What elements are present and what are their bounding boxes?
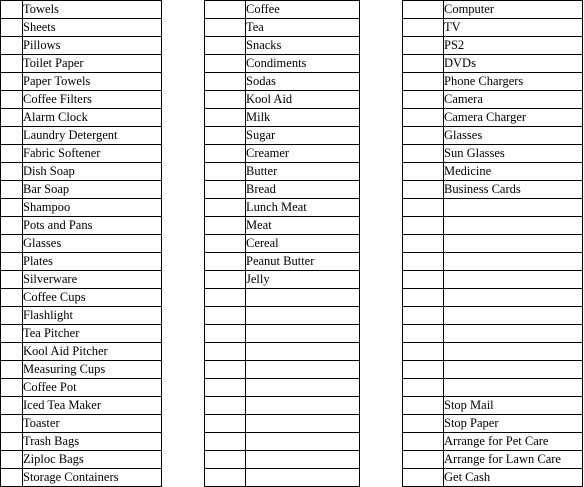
checklist-row xyxy=(1,289,162,307)
item-label: Medicine xyxy=(444,163,583,181)
item-label: DVDs xyxy=(444,55,583,73)
checklist-row xyxy=(205,397,360,415)
item-label: Tea Pitcher xyxy=(23,325,162,343)
checklist-row xyxy=(205,109,360,127)
checkbox-cell[interactable] xyxy=(205,145,246,163)
checklist-row xyxy=(1,37,162,55)
checklist-row xyxy=(1,325,162,343)
checklist-row xyxy=(205,37,360,55)
item-label: PS2 xyxy=(444,37,583,55)
checklist-row xyxy=(1,217,162,235)
item-label: Bar Soap xyxy=(23,181,162,199)
checkbox-cell[interactable] xyxy=(403,451,444,469)
checklist-row xyxy=(403,109,583,127)
checklist-row xyxy=(403,181,583,199)
checklist-row xyxy=(403,91,583,109)
checklist-row xyxy=(205,91,360,109)
checkbox-cell[interactable] xyxy=(205,55,246,73)
checkbox-cell[interactable] xyxy=(205,397,246,415)
checkbox-cell[interactable] xyxy=(1,289,23,307)
checkbox-cell[interactable] xyxy=(403,19,444,37)
checklist-row xyxy=(403,361,583,379)
item-label xyxy=(444,271,583,289)
item-label xyxy=(246,433,360,451)
checklist-row xyxy=(1,1,162,19)
item-label xyxy=(246,469,360,487)
checkbox-cell[interactable] xyxy=(403,73,444,91)
checkbox-cell[interactable] xyxy=(205,343,246,361)
checklist-row xyxy=(403,37,583,55)
checkbox-cell[interactable] xyxy=(1,91,23,109)
checkbox-cell[interactable] xyxy=(403,289,444,307)
checkbox-cell[interactable] xyxy=(1,469,23,487)
checkbox-cell[interactable] xyxy=(1,55,23,73)
checklist-row xyxy=(403,19,583,37)
checkbox-cell[interactable] xyxy=(1,1,23,19)
checklist-row xyxy=(1,91,162,109)
item-label: Lunch Meat xyxy=(246,199,360,217)
checkbox-cell[interactable] xyxy=(205,217,246,235)
checkbox-cell[interactable] xyxy=(403,199,444,217)
checkbox-cell[interactable] xyxy=(403,37,444,55)
item-label: Coffee Cups xyxy=(23,289,162,307)
checkbox-cell[interactable] xyxy=(205,415,246,433)
checkbox-cell[interactable] xyxy=(205,37,246,55)
item-label xyxy=(246,343,360,361)
item-label: Snacks xyxy=(246,37,360,55)
checkbox-cell[interactable] xyxy=(403,379,444,397)
item-label xyxy=(444,217,583,235)
checkbox-cell[interactable] xyxy=(205,73,246,91)
checkbox-cell[interactable] xyxy=(403,307,444,325)
checklist-row xyxy=(403,307,583,325)
checkbox-cell[interactable] xyxy=(205,433,246,451)
checklist-row xyxy=(205,163,360,181)
checkbox-cell[interactable] xyxy=(205,235,246,253)
item-label: Paper Towels xyxy=(23,73,162,91)
item-label: Toilet Paper xyxy=(23,55,162,73)
checklist-row xyxy=(205,379,360,397)
item-label: Milk xyxy=(246,109,360,127)
checklist-row xyxy=(403,469,583,487)
checklist-row xyxy=(205,55,360,73)
checkbox-cell[interactable] xyxy=(205,469,246,487)
checkbox-cell[interactable] xyxy=(1,433,23,451)
checkbox-cell[interactable] xyxy=(205,307,246,325)
checkbox-cell[interactable] xyxy=(205,1,246,19)
item-label: Business Cards xyxy=(444,181,583,199)
item-label xyxy=(444,235,583,253)
item-label: Stop Mail xyxy=(444,397,583,415)
item-label: Pots and Pans xyxy=(23,217,162,235)
checklist-row xyxy=(1,253,162,271)
checkbox-cell[interactable] xyxy=(403,55,444,73)
item-label: Condiments xyxy=(246,55,360,73)
checklist-row xyxy=(1,109,162,127)
checkbox-cell[interactable] xyxy=(1,397,23,415)
checkbox-cell[interactable] xyxy=(205,451,246,469)
checkbox-cell[interactable] xyxy=(403,469,444,487)
item-label: Fabric Softener xyxy=(23,145,162,163)
checklist-row xyxy=(205,325,360,343)
checkbox-cell[interactable] xyxy=(403,109,444,127)
item-label xyxy=(246,415,360,433)
checkbox-cell[interactable] xyxy=(205,361,246,379)
checklist-row xyxy=(1,397,162,415)
checklist-row xyxy=(1,55,162,73)
item-label: Coffee Pot xyxy=(23,379,162,397)
checkbox-cell[interactable] xyxy=(205,289,246,307)
checklist-row xyxy=(205,415,360,433)
item-label xyxy=(444,343,583,361)
item-label xyxy=(246,379,360,397)
item-label xyxy=(444,361,583,379)
checkbox-cell[interactable] xyxy=(403,1,444,19)
checklist-row xyxy=(403,397,583,415)
checkbox-cell[interactable] xyxy=(1,361,23,379)
checklist-row xyxy=(1,19,162,37)
item-label: Computer xyxy=(444,1,583,19)
checklist-row xyxy=(1,73,162,91)
checkbox-cell[interactable] xyxy=(403,127,444,145)
checkbox-cell[interactable] xyxy=(205,163,246,181)
checkbox-cell[interactable] xyxy=(1,451,23,469)
item-label: Jelly xyxy=(246,271,360,289)
checklist-row xyxy=(205,433,360,451)
checklist-row xyxy=(1,145,162,163)
checklist-row xyxy=(205,217,360,235)
checklist-row xyxy=(205,289,360,307)
item-label: Kool Aid Pitcher xyxy=(23,343,162,361)
item-label: Towels xyxy=(23,1,162,19)
checklist-row xyxy=(403,433,583,451)
checklist-row xyxy=(403,235,583,253)
item-label: Camera xyxy=(444,91,583,109)
checkbox-cell[interactable] xyxy=(403,271,444,289)
item-label: Toaster xyxy=(23,415,162,433)
checkbox-cell[interactable] xyxy=(1,73,23,91)
checkbox-cell[interactable] xyxy=(1,163,23,181)
checklist-row xyxy=(205,19,360,37)
checkbox-cell[interactable] xyxy=(1,379,23,397)
item-label: Bread xyxy=(246,181,360,199)
checkbox-cell[interactable] xyxy=(1,127,23,145)
checkbox-cell[interactable] xyxy=(1,343,23,361)
item-label: Measuring Cups xyxy=(23,361,162,379)
checklist-row xyxy=(403,451,583,469)
checklist-row xyxy=(205,73,360,91)
item-label xyxy=(246,289,360,307)
checklist-column-1 xyxy=(0,0,162,487)
item-label: Storage Containers xyxy=(23,469,162,487)
item-label xyxy=(444,199,583,217)
item-label xyxy=(444,289,583,307)
checklist-row xyxy=(403,289,583,307)
item-label: Trash Bags xyxy=(23,433,162,451)
item-label: Silverware xyxy=(23,271,162,289)
item-label: Stop Paper xyxy=(444,415,583,433)
item-label: Phone Chargers xyxy=(444,73,583,91)
checklist-row xyxy=(403,55,583,73)
checkbox-cell[interactable] xyxy=(403,91,444,109)
item-label: Glasses xyxy=(23,235,162,253)
checkbox-cell[interactable] xyxy=(205,325,246,343)
checkbox-cell[interactable] xyxy=(1,253,23,271)
item-label: Sugar xyxy=(246,127,360,145)
item-label: Sodas xyxy=(246,73,360,91)
item-label xyxy=(246,361,360,379)
checklist-row xyxy=(205,253,360,271)
checklist-column-2 xyxy=(204,0,360,487)
checkbox-cell[interactable] xyxy=(1,109,23,127)
item-label: Kool Aid xyxy=(246,91,360,109)
checklist-row xyxy=(205,271,360,289)
checklist-row xyxy=(403,199,583,217)
item-label: Cereal xyxy=(246,235,360,253)
checkbox-cell[interactable] xyxy=(403,253,444,271)
checkbox-cell[interactable] xyxy=(205,91,246,109)
checklist-row xyxy=(205,145,360,163)
item-label: Arrange for Lawn Care xyxy=(444,451,583,469)
checklist-row xyxy=(1,451,162,469)
item-label: Coffee xyxy=(246,1,360,19)
checkbox-cell[interactable] xyxy=(1,415,23,433)
checklist-row xyxy=(1,163,162,181)
checklist-row xyxy=(1,343,162,361)
item-label xyxy=(444,253,583,271)
checkbox-cell[interactable] xyxy=(1,181,23,199)
checkbox-cell[interactable] xyxy=(403,163,444,181)
checklist-row xyxy=(1,181,162,199)
checklist-row xyxy=(403,271,583,289)
checklist-row xyxy=(1,361,162,379)
checkbox-cell[interactable] xyxy=(1,145,23,163)
item-label xyxy=(246,451,360,469)
checklist-row xyxy=(205,235,360,253)
item-label: Get Cash xyxy=(444,469,583,487)
checkbox-cell[interactable] xyxy=(205,271,246,289)
item-label: Plates xyxy=(23,253,162,271)
checklist-row xyxy=(205,307,360,325)
checklist-row xyxy=(403,217,583,235)
checkbox-cell[interactable] xyxy=(1,271,23,289)
checklist-row xyxy=(1,379,162,397)
checklist-row xyxy=(403,343,583,361)
item-label: Sheets xyxy=(23,19,162,37)
checklist-column-3 xyxy=(402,0,583,487)
item-label: Ziploc Bags xyxy=(23,451,162,469)
checkbox-cell[interactable] xyxy=(403,343,444,361)
item-label xyxy=(246,307,360,325)
item-label: Butter xyxy=(246,163,360,181)
checklist-row xyxy=(205,469,360,487)
item-label xyxy=(444,307,583,325)
checkbox-cell[interactable] xyxy=(205,127,246,145)
checklist-row xyxy=(205,451,360,469)
item-label: Alarm Clock xyxy=(23,109,162,127)
checklist-row xyxy=(403,163,583,181)
checkbox-cell[interactable] xyxy=(1,307,23,325)
checkbox-cell[interactable] xyxy=(205,199,246,217)
checklist-row xyxy=(205,361,360,379)
item-label xyxy=(246,325,360,343)
checklist-row xyxy=(205,1,360,19)
item-label: Dish Soap xyxy=(23,163,162,181)
checkbox-cell[interactable] xyxy=(403,235,444,253)
item-label: Meat xyxy=(246,217,360,235)
checklist-row xyxy=(403,73,583,91)
checkbox-cell[interactable] xyxy=(1,325,23,343)
checklist-row xyxy=(403,145,583,163)
checklist-row xyxy=(1,127,162,145)
checklist-row xyxy=(1,433,162,451)
checklist-row xyxy=(1,307,162,325)
item-label: Pillows xyxy=(23,37,162,55)
checkbox-cell[interactable] xyxy=(403,145,444,163)
checkbox-cell[interactable] xyxy=(205,379,246,397)
checkbox-cell[interactable] xyxy=(403,325,444,343)
checkbox-cell[interactable] xyxy=(403,415,444,433)
item-label xyxy=(444,379,583,397)
item-label: Creamer xyxy=(246,145,360,163)
checkbox-cell[interactable] xyxy=(1,37,23,55)
checklist-row xyxy=(1,415,162,433)
item-label xyxy=(444,325,583,343)
checkbox-cell[interactable] xyxy=(1,19,23,37)
checkbox-cell[interactable] xyxy=(403,361,444,379)
item-label: Peanut Butter xyxy=(246,253,360,271)
item-label: Tea xyxy=(246,19,360,37)
checklist-row xyxy=(403,325,583,343)
checklist-row xyxy=(1,235,162,253)
checkbox-cell[interactable] xyxy=(403,397,444,415)
checkbox-cell[interactable] xyxy=(205,181,246,199)
checkbox-cell[interactable] xyxy=(403,217,444,235)
checkbox-cell[interactable] xyxy=(205,253,246,271)
item-label: Coffee Filters xyxy=(23,91,162,109)
checkbox-cell[interactable] xyxy=(1,199,23,217)
checkbox-cell[interactable] xyxy=(1,235,23,253)
item-label: Glasses xyxy=(444,127,583,145)
checklist-row xyxy=(1,199,162,217)
item-label: Arrange for Pet Care xyxy=(444,433,583,451)
checklist-row xyxy=(205,199,360,217)
item-label: Laundry Detergent xyxy=(23,127,162,145)
item-label: Flashlight xyxy=(23,307,162,325)
checklist-row xyxy=(205,127,360,145)
item-label: Sun Glasses xyxy=(444,145,583,163)
checkbox-cell[interactable] xyxy=(403,181,444,199)
checklist-row xyxy=(205,181,360,199)
checklist-row xyxy=(403,379,583,397)
checklist-row xyxy=(403,127,583,145)
checkbox-cell[interactable] xyxy=(205,109,246,127)
item-label: Shampoo xyxy=(23,199,162,217)
checkbox-cell[interactable] xyxy=(1,217,23,235)
checklist-row xyxy=(205,343,360,361)
checkbox-cell[interactable] xyxy=(403,433,444,451)
item-label xyxy=(246,397,360,415)
item-label: Camera Charger xyxy=(444,109,583,127)
checklist-row xyxy=(1,271,162,289)
checklist-row xyxy=(1,469,162,487)
checklist-row xyxy=(403,415,583,433)
item-label: Iced Tea Maker xyxy=(23,397,162,415)
checkbox-cell[interactable] xyxy=(205,19,246,37)
checklist-row xyxy=(403,253,583,271)
item-label: TV xyxy=(444,19,583,37)
checklist-row xyxy=(403,1,583,19)
